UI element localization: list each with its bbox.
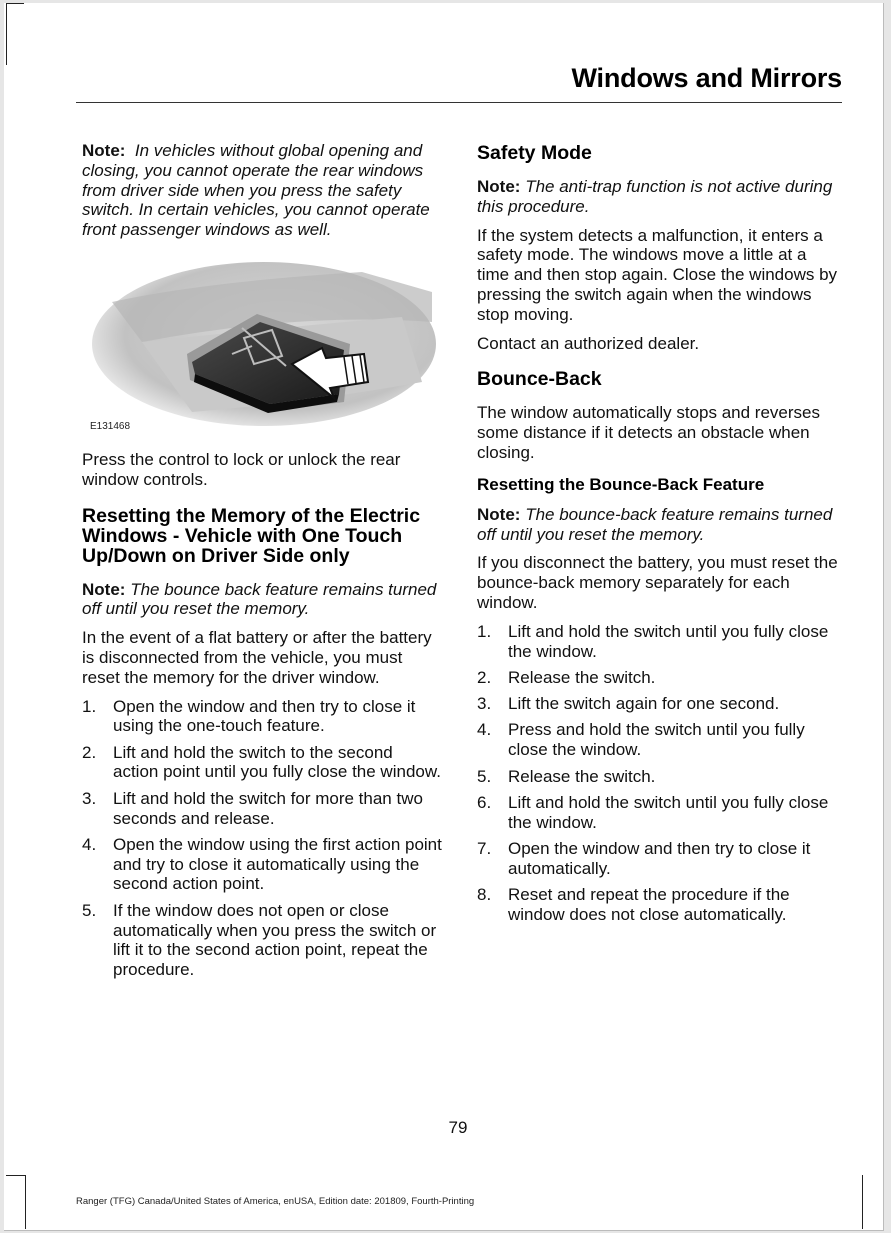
list-item [477,885,839,925]
list-item [477,720,839,760]
step-number: 3. [82,788,97,808]
list-item [477,694,839,714]
crop-mark [25,1175,26,1229]
right-column [477,141,839,931]
para-flat-battery: In the event of a flat battery or after the battery is disconnected from the vehicle, you must reset the memory for the driver window. [82,628,432,687]
note-text: The bounce-back feature remains turned off until you reset the memory. [477,504,833,544]
list-item [477,839,839,879]
list-item [82,789,442,829]
note-reset-memory [477,505,839,545]
step-text: If the window does not open or close automatically when you press the switch or lift it to the second action point, repeat the procedure. [113,900,437,980]
step-text: Lift and hold the switch for more than two seconds and release. [113,788,423,828]
note-label: Note: [82,579,126,599]
crop-mark [6,3,7,65]
para-disconnect-battery: If you disconnect the battery, you must reset the bounce-back memory separately for each window. [477,553,838,612]
step-text: Open the window and then try to close it using the one-touch feature. [113,696,416,736]
window-lock-switch-image [82,262,438,434]
heading-reset-memory: Resetting the Memory of the Electric Windows - Vehicle with One Touch Up/Down on Driver Side only [82,504,421,567]
step-text: Lift and hold the switch to the second action point until you fully close the window. [113,742,441,782]
step-text: Lift the switch again for one second. [508,694,780,714]
note-text: The anti-trap function is not active during this procedure. [477,177,833,216]
list-item [82,835,442,894]
reset-bounce-back-steps [477,622,839,925]
page-title: Windows and Mirrors [571,63,842,93]
note-label: Note: [477,177,521,196]
step-text: Open the window using the first action point and try to close it automatically using the second action point. [113,834,442,894]
step-text: Reset and repeat the procedure if the window does not close automatically. [508,885,790,924]
list-item [82,697,442,737]
note-anti-trap [477,177,839,217]
step-text: Lift and hold the switch until you fully close the window. [508,621,829,661]
para-malfunction: If the system detects a malfunction, it enters a safety mode. The windows move a little at a time and then stop again. Close the windows by pressing the switch again when the windows stop moving. [477,225,838,324]
note-label: Note: [477,504,521,524]
step-number: 4. [82,834,97,854]
step-text: Press and hold the switch until you fully close the window. [508,720,805,760]
note-global-opening [82,141,442,240]
step-number: 5. [82,900,97,920]
heading-reset-bounce-back: Resetting the Bounce-Back Feature [477,474,765,494]
step-number: 8. [477,885,492,905]
step-number: 5. [477,766,492,786]
note-bounce-back [82,580,442,620]
page-number: 79 [448,1118,468,1137]
crop-mark [6,1175,26,1176]
header-divider [76,102,842,103]
list-item [477,793,839,833]
note-text: The bounce back feature remains turned off until you reset the memory. [82,579,437,619]
list-item [477,668,839,688]
heading-safety-mode: Safety Mode [477,142,592,164]
step-number: 2. [477,667,492,687]
step-text: Open the window and then try to close it automatically. [508,838,811,878]
step-number: 7. [477,838,492,858]
step-text: Release the switch. [508,667,656,687]
crop-mark [6,3,24,4]
step-number: 1. [477,621,492,641]
note-text: In vehicles without global opening and closing, you cannot operate the rear windows from driver side when you press the safety switch. In certain vehicles, you cannot operate front passenger windows as well. [82,141,430,240]
step-number: 3. [477,694,492,714]
step-number: 4. [477,720,492,740]
list-item [477,767,839,787]
list-item [82,901,442,980]
step-text: Release the switch. [508,766,656,786]
step-number: 1. [82,696,97,716]
left-column [82,141,442,986]
step-text: Lift and hold the switch until you fully close the window. [508,792,829,832]
safety-switch-illustration [82,262,438,434]
note-label: Note: [82,141,126,160]
para-press-control: Press the control to lock or unlock the rear window controls. [82,449,401,489]
list-item [477,622,839,662]
list-item [82,743,442,783]
reset-memory-steps [82,697,442,980]
manual-page [4,3,884,1231]
para-contact-dealer: Contact an authorized dealer. [477,333,700,353]
step-number: 6. [477,792,492,812]
para-bounce-back: The window automatically stops and reverses some distance if it detects an obstacle when closing. [477,403,820,462]
crop-mark [862,1175,863,1229]
edition-footer: Ranger (TFG) Canada/United States of America, enUSA, Edition date: 201809, Fourth-Printing [76,1196,475,1207]
step-number: 2. [82,742,97,762]
heading-bounce-back: Bounce-Back [477,368,602,391]
figure-id: E131468 [90,420,131,432]
